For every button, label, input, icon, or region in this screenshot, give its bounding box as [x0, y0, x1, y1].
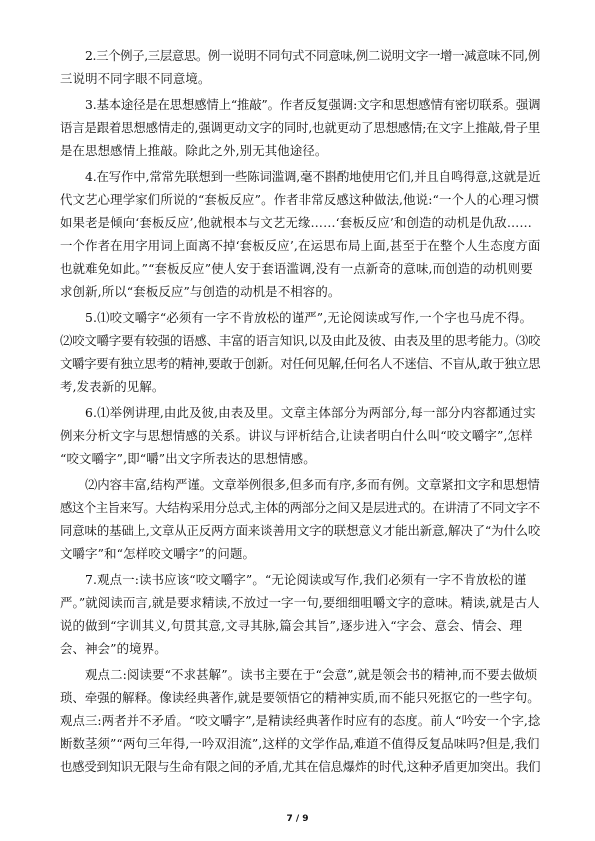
text-line: 3.基本途径是在思想感情上“推敲”。作者反复强调:文字和思想感情有密切联系。强调	[85, 97, 541, 112]
text-line: 说的做到“字训其义,句贯其意,文寻其脉,篇会其旨”,逐步进入“字会、意会、情会、理	[60, 618, 523, 633]
text-line: “咬文嚼字”,即“嚼”出文字所表达的思想情感。	[60, 451, 316, 466]
text-line: 文嚼字”和“怎样咬文嚼字”的问题。	[60, 546, 256, 561]
text-line: 7.观点一:读书应该“咬文嚼字”。“无论阅读或写作,我们必须有一字不肯放松的谨	[85, 572, 527, 587]
text-line: 如果老是倾向‘套板反应’,他就根本与文艺无缘……‘套板反应’和创造的动机是仇敌……	[60, 215, 532, 230]
text-line: 会、神会”的境界。	[60, 641, 167, 656]
text-line: 4.在写作中,常常先联想到一些陈词滥调,毫不斟酌地使用它们,并且自鸣得意,这就是近	[85, 169, 541, 184]
page-number: 7 / 9	[286, 814, 309, 824]
text-line: 语言是跟着思想感情走的,强调更动文字的同时,也就更动了思想感情;在文字上推敲,骨子里	[60, 120, 541, 135]
text-line: 代文艺心理学家们所说的“套板反应”。作者非常反感这种做法,他说:“一个人的心理习惯	[60, 192, 540, 207]
text-line: ⑵咬文嚼字要有较强的语感、丰富的语言知识,以及由此及彼、由表及里的思考能力。⑶咬	[60, 333, 541, 348]
text-line: ⑵内容丰富,结构严谨。文章举例很多,但多而有序,多而有例。文章紧扣文字和思想情	[85, 477, 540, 492]
text-line: 也感受到知识无限与生命有限之间的矛盾,尤其在信息爆炸的时代,这种矛盾更加突出。我们	[60, 759, 541, 774]
text-line: 感这个主旨来写。大结构采用分总式,主体的两部分之间又是层进式的。在讲清了不同文字不	[60, 500, 540, 515]
text-line: 观点三:两者并不矛盾。“咬文嚼字”,是精读经典著作时应有的态度。前人“吟安一个字,捻	[60, 713, 541, 728]
text-line: 是在思想感情上推敲。除此之外,别无其他途径。	[60, 143, 328, 158]
text-line: 6.⑴举例讲理,由此及彼,由表及里。文章主体部分为两部分,每一部分内容都通过实	[85, 405, 536, 420]
text-line: 例来分析文字与思想情感的关系。讲议与评析结合,让读者明白什么叫“咬文嚼字”,怎样	[60, 428, 533, 443]
text-line: 也就难免如此。”“套板反应”使人安于套语滥调,没有一点新奇的意味,而创造的动机则要	[60, 261, 533, 276]
text-line: 一个作者在用字用词上面离不掉‘套板反应’,在运思布局上面,甚至于在整个人生态度方面	[60, 238, 541, 253]
text-line: 严。”就阅读而言,就是要求精读,不放过一字一句,要细细咀嚼文字的意味。精读,就是古人	[60, 595, 540, 610]
text-line: 三说明不同字眼不同意境。	[60, 71, 211, 86]
text-line: 考,发表新的见解。	[60, 379, 165, 394]
text-line: 求创新,所以“套板反应”与创造的动机是不相容的。	[60, 284, 341, 299]
text-line: 观点二:阅读要“不求甚解”。读书主要在于“会意”,就是领会书的精神,而不要去做烦	[85, 667, 538, 682]
text-line: 文嚼字要有独立思考的精神,要敢于创新。对任何见解,任何名人不迷信、不盲从,敢于独立思	[60, 356, 541, 371]
text-line: 断数茎须”“两句三年得,一吟双泪流”,这样的文学作品,难道不值得反复品味吗?但是,我们	[60, 736, 540, 751]
text-line: 2.三个例子,三层意思。例一说明不同句式不同意味,例二说明文字一增一减意味不同,例	[85, 48, 540, 63]
text-line: 5.⑴咬文嚼字“必须有一字不肯放松的谨严”,无论阅读或写作,一个字也马虎不得。	[85, 310, 533, 325]
text-line: 同意味的基础上,文章从正反两方面来谈善用文字的联想意义才能出新意,解决了“为什么咬	[60, 523, 541, 538]
text-line: 琐、牵强的解释。像读经典著作,就是要领悟它的精神实质,而不能只死抠它的一些字句。	[60, 690, 540, 705]
